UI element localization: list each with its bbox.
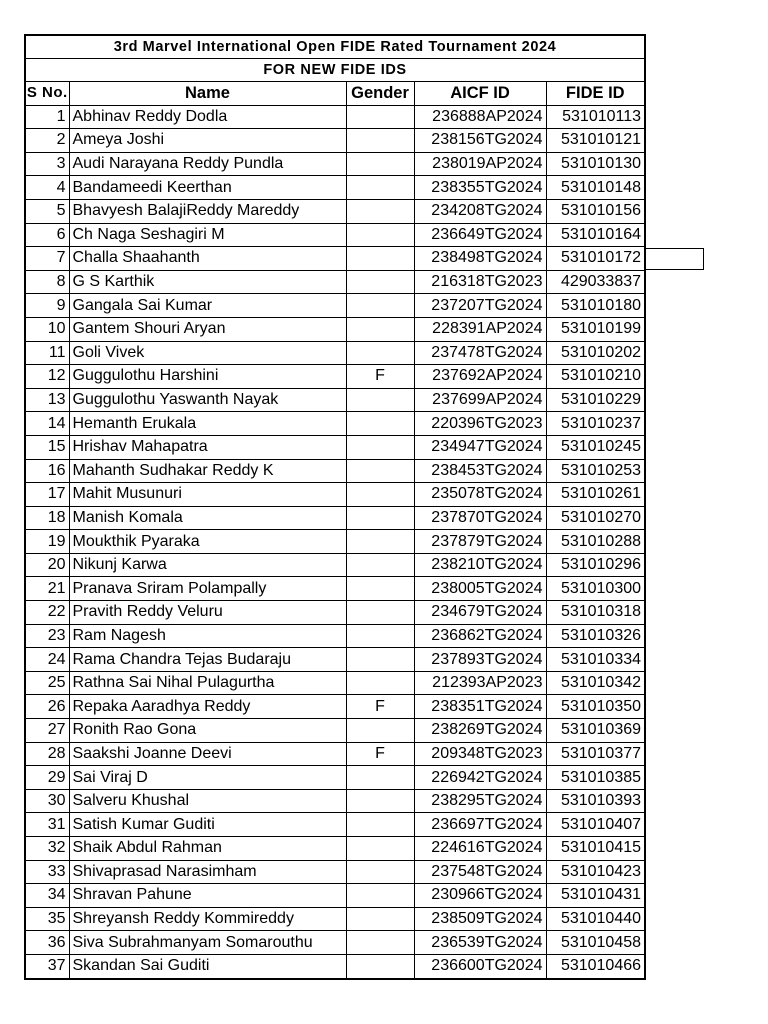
cell-sno: 8 <box>25 270 69 294</box>
cell-sno: 9 <box>25 294 69 318</box>
cell-sno: 15 <box>25 435 69 459</box>
cell-aicf-id: 237699AP2024 <box>414 388 546 412</box>
cell-fide-id: 531010199 <box>546 317 645 341</box>
cell-aicf-id: 236697TG2024 <box>414 813 546 837</box>
players-table <box>24 34 646 980</box>
cell-aicf-id: 234208TG2024 <box>414 199 546 223</box>
table-row <box>25 789 645 813</box>
cell-gender <box>346 341 414 365</box>
table-row <box>25 553 645 577</box>
cell-gender <box>346 223 414 247</box>
cell-fide-id: 429033837 <box>546 270 645 294</box>
cell-gender <box>346 766 414 790</box>
cell-fide-id: 531010300 <box>546 577 645 601</box>
cell-sno: 14 <box>25 412 69 436</box>
cell-gender <box>346 719 414 743</box>
table-row <box>25 860 645 884</box>
cell-gender <box>346 813 414 837</box>
table-row <box>25 742 645 766</box>
cell-name: Hemanth Erukala <box>69 412 346 436</box>
cell-aicf-id: 226942TG2024 <box>414 766 546 790</box>
cell-aicf-id: 236539TG2024 <box>414 931 546 955</box>
cell-sno: 34 <box>25 884 69 908</box>
cell-name: Mahanth Sudhakar Reddy K <box>69 459 346 483</box>
cell-name: Audi Narayana Reddy Pundla <box>69 152 346 176</box>
table-row <box>25 719 645 743</box>
cell-fide-id: 531010245 <box>546 435 645 459</box>
cell-fide-id: 531010423 <box>546 860 645 884</box>
table-row <box>25 954 645 978</box>
cell-aicf-id: 238355TG2024 <box>414 176 546 200</box>
cell-gender <box>346 459 414 483</box>
cell-aicf-id: 237478TG2024 <box>414 341 546 365</box>
cell-gender <box>346 247 414 271</box>
cell-fide-id: 531010466 <box>546 954 645 978</box>
cell-name: Nikunj Karwa <box>69 553 346 577</box>
cell-gender <box>346 388 414 412</box>
cell-gender <box>346 931 414 955</box>
cell-name: Salveru Khushal <box>69 789 346 813</box>
cell-aicf-id: 237870TG2024 <box>414 506 546 530</box>
cell-name: Pranava Sriram Polampally <box>69 577 346 601</box>
cell-sno: 4 <box>25 176 69 200</box>
table-row <box>25 459 645 483</box>
cell-sno: 21 <box>25 577 69 601</box>
cell-name: Pravith Reddy Veluru <box>69 601 346 625</box>
cell-name: Rama Chandra Tejas Budaraju <box>69 648 346 672</box>
table-row <box>25 695 645 719</box>
cell-aicf-id: 216318TG2023 <box>414 270 546 294</box>
cell-sno: 16 <box>25 459 69 483</box>
cell-gender <box>346 530 414 554</box>
table-row <box>25 294 645 318</box>
cell-sno: 23 <box>25 624 69 648</box>
cell-gender: F <box>346 742 414 766</box>
cell-sno: 31 <box>25 813 69 837</box>
cell-gender <box>346 553 414 577</box>
table-row <box>25 270 645 294</box>
cell-gender <box>346 648 414 672</box>
cell-gender <box>346 624 414 648</box>
cell-gender <box>346 907 414 931</box>
cell-aicf-id: 234679TG2024 <box>414 601 546 625</box>
cell-name: Challa Shaahanth <box>69 247 346 271</box>
cell-gender <box>346 412 414 436</box>
cell-aicf-id: 237207TG2024 <box>414 294 546 318</box>
cell-sno: 25 <box>25 671 69 695</box>
cell-sno: 1 <box>25 105 69 129</box>
cell-sno: 32 <box>25 837 69 861</box>
cell-gender <box>346 483 414 507</box>
table-row <box>25 648 645 672</box>
cell-name: Sai Viraj D <box>69 766 346 790</box>
cell-aicf-id: 212393AP2023 <box>414 671 546 695</box>
cell-sno: 12 <box>25 365 69 389</box>
table-row <box>25 317 645 341</box>
cell-fide-id: 531010210 <box>546 365 645 389</box>
cell-aicf-id: 236862TG2024 <box>414 624 546 648</box>
header-name: Name <box>69 82 346 106</box>
cell-gender <box>346 954 414 978</box>
table-row <box>25 766 645 790</box>
document-subtitle: FOR NEW FIDE IDS <box>25 59 645 82</box>
table-row <box>25 247 645 271</box>
cell-gender <box>346 199 414 223</box>
stray-cell-border <box>644 248 704 270</box>
table-row <box>25 223 645 247</box>
table-row <box>25 530 645 554</box>
cell-name: Shravan Pahune <box>69 884 346 908</box>
cell-fide-id: 531010148 <box>546 176 645 200</box>
cell-fide-id: 531010342 <box>546 671 645 695</box>
table-row <box>25 837 645 861</box>
cell-sno: 36 <box>25 931 69 955</box>
cell-fide-id: 531010385 <box>546 766 645 790</box>
cell-fide-id: 531010237 <box>546 412 645 436</box>
cell-aicf-id: 238210TG2024 <box>414 553 546 577</box>
table-row <box>25 884 645 908</box>
cell-gender <box>346 671 414 695</box>
cell-sno: 24 <box>25 648 69 672</box>
cell-aicf-id: 237692AP2024 <box>414 365 546 389</box>
cell-aicf-id: 236649TG2024 <box>414 223 546 247</box>
cell-gender: F <box>346 695 414 719</box>
cell-aicf-id: 238351TG2024 <box>414 695 546 719</box>
cell-fide-id: 531010369 <box>546 719 645 743</box>
cell-aicf-id: 230966TG2024 <box>414 884 546 908</box>
cell-name: Hrishav Mahapatra <box>69 435 346 459</box>
cell-fide-id: 531010164 <box>546 223 645 247</box>
cell-aicf-id: 235078TG2024 <box>414 483 546 507</box>
cell-fide-id: 531010130 <box>546 152 645 176</box>
cell-gender <box>346 860 414 884</box>
cell-name: Ronith Rao Gona <box>69 719 346 743</box>
table-row <box>25 931 645 955</box>
table-row <box>25 671 645 695</box>
cell-gender <box>346 506 414 530</box>
cell-sno: 20 <box>25 553 69 577</box>
document-title: 3rd Marvel International Open FIDE Rated Tournament 2024 <box>25 35 645 59</box>
header-row <box>25 82 645 106</box>
cell-name: Bandameedi Keerthan <box>69 176 346 200</box>
cell-name: Skandan Sai Guditi <box>69 954 346 978</box>
cell-name: Satish Kumar Guditi <box>69 813 346 837</box>
cell-fide-id: 531010156 <box>546 199 645 223</box>
cell-fide-id: 531010288 <box>546 530 645 554</box>
cell-fide-id: 531010350 <box>546 695 645 719</box>
cell-name: Ram Nagesh <box>69 624 346 648</box>
cell-sno: 11 <box>25 341 69 365</box>
table-row <box>25 435 645 459</box>
cell-aicf-id: 237879TG2024 <box>414 530 546 554</box>
cell-fide-id: 531010121 <box>546 129 645 153</box>
cell-sno: 2 <box>25 129 69 153</box>
cell-aicf-id: 220396TG2023 <box>414 412 546 436</box>
cell-gender <box>346 270 414 294</box>
cell-aicf-id: 238005TG2024 <box>414 577 546 601</box>
cell-gender <box>346 105 414 129</box>
cell-gender <box>346 129 414 153</box>
cell-aicf-id: 209348TG2023 <box>414 742 546 766</box>
table-row <box>25 388 645 412</box>
cell-fide-id: 531010440 <box>546 907 645 931</box>
cell-fide-id: 531010377 <box>546 742 645 766</box>
table-row <box>25 412 645 436</box>
cell-aicf-id: 238156TG2024 <box>414 129 546 153</box>
cell-aicf-id: 236600TG2024 <box>414 954 546 978</box>
cell-aicf-id: 234947TG2024 <box>414 435 546 459</box>
cell-sno: 22 <box>25 601 69 625</box>
cell-name: Saakshi Joanne Deevi <box>69 742 346 766</box>
cell-sno: 5 <box>25 199 69 223</box>
table-row <box>25 176 645 200</box>
cell-sno: 28 <box>25 742 69 766</box>
cell-gender <box>346 435 414 459</box>
table-row <box>25 365 645 389</box>
cell-gender <box>346 837 414 861</box>
cell-name: Bhavyesh BalajiReddy Mareddy <box>69 199 346 223</box>
header-fide-id: FIDE ID <box>546 82 645 106</box>
table-row <box>25 813 645 837</box>
cell-fide-id: 531010431 <box>546 884 645 908</box>
table-row <box>25 907 645 931</box>
cell-name: Abhinav Reddy Dodla <box>69 105 346 129</box>
cell-aicf-id: 238269TG2024 <box>414 719 546 743</box>
cell-fide-id: 531010296 <box>546 553 645 577</box>
cell-fide-id: 531010334 <box>546 648 645 672</box>
cell-fide-id: 531010180 <box>546 294 645 318</box>
cell-sno: 29 <box>25 766 69 790</box>
cell-name: Guggulothu Harshini <box>69 365 346 389</box>
cell-sno: 27 <box>25 719 69 743</box>
cell-sno: 3 <box>25 152 69 176</box>
cell-fide-id: 531010202 <box>546 341 645 365</box>
table-row <box>25 129 645 153</box>
cell-fide-id: 531010113 <box>546 105 645 129</box>
table-row <box>25 601 645 625</box>
cell-sno: 18 <box>25 506 69 530</box>
cell-gender <box>346 601 414 625</box>
table-row <box>25 483 645 507</box>
cell-sno: 30 <box>25 789 69 813</box>
cell-aicf-id: 237548TG2024 <box>414 860 546 884</box>
cell-fide-id: 531010261 <box>546 483 645 507</box>
cell-gender <box>346 317 414 341</box>
cell-aicf-id: 236888AP2024 <box>414 105 546 129</box>
cell-name: Shaik Abdul Rahman <box>69 837 346 861</box>
cell-fide-id: 531010172 <box>546 247 645 271</box>
cell-aicf-id: 238509TG2024 <box>414 907 546 931</box>
cell-fide-id: 531010253 <box>546 459 645 483</box>
cell-name: Goli Vivek <box>69 341 346 365</box>
cell-name: Guggulothu Yaswanth Nayak <box>69 388 346 412</box>
cell-name: G S Karthik <box>69 270 346 294</box>
cell-sno: 26 <box>25 695 69 719</box>
cell-name: Shivaprasad Narasimham <box>69 860 346 884</box>
cell-gender <box>346 152 414 176</box>
cell-sno: 17 <box>25 483 69 507</box>
cell-sno: 6 <box>25 223 69 247</box>
cell-sno: 35 <box>25 907 69 931</box>
header-aicf-id: AICF ID <box>414 82 546 106</box>
cell-aicf-id: 238453TG2024 <box>414 459 546 483</box>
cell-name: Repaka Aaradhya Reddy <box>69 695 346 719</box>
table-row <box>25 152 645 176</box>
table-row <box>25 577 645 601</box>
cell-fide-id: 531010270 <box>546 506 645 530</box>
cell-name: Gangala Sai Kumar <box>69 294 346 318</box>
cell-gender <box>346 176 414 200</box>
cell-sno: 33 <box>25 860 69 884</box>
cell-sno: 13 <box>25 388 69 412</box>
cell-sno: 10 <box>25 317 69 341</box>
cell-gender <box>346 577 414 601</box>
table-row <box>25 506 645 530</box>
header-sno: S No. <box>25 82 69 106</box>
cell-fide-id: 531010407 <box>546 813 645 837</box>
cell-name: Ch Naga Seshagiri M <box>69 223 346 247</box>
cell-name: Mahit Musunuri <box>69 483 346 507</box>
cell-aicf-id: 238019AP2024 <box>414 152 546 176</box>
cell-name: Gantem Shouri Aryan <box>69 317 346 341</box>
cell-name: Shreyansh Reddy Kommireddy <box>69 907 346 931</box>
cell-gender <box>346 294 414 318</box>
cell-fide-id: 531010326 <box>546 624 645 648</box>
cell-gender: F <box>346 365 414 389</box>
cell-sno: 37 <box>25 954 69 978</box>
header-gender: Gender <box>346 82 414 106</box>
table-row <box>25 341 645 365</box>
table-row <box>25 199 645 223</box>
cell-aicf-id: 238498TG2024 <box>414 247 546 271</box>
cell-name: Siva Subrahmanyam Somarouthu <box>69 931 346 955</box>
cell-name: Ameya Joshi <box>69 129 346 153</box>
cell-aicf-id: 238295TG2024 <box>414 789 546 813</box>
cell-gender <box>346 884 414 908</box>
cell-fide-id: 531010229 <box>546 388 645 412</box>
cell-aicf-id: 224616TG2024 <box>414 837 546 861</box>
cell-sno: 7 <box>25 247 69 271</box>
cell-aicf-id: 228391AP2024 <box>414 317 546 341</box>
cell-name: Moukthik Pyaraka <box>69 530 346 554</box>
cell-fide-id: 531010393 <box>546 789 645 813</box>
cell-name: Manish Komala <box>69 506 346 530</box>
cell-fide-id: 531010458 <box>546 931 645 955</box>
cell-fide-id: 531010415 <box>546 837 645 861</box>
table-row <box>25 105 645 129</box>
cell-name: Rathna Sai Nihal Pulagurtha <box>69 671 346 695</box>
cell-fide-id: 531010318 <box>546 601 645 625</box>
cell-aicf-id: 237893TG2024 <box>414 648 546 672</box>
cell-sno: 19 <box>25 530 69 554</box>
cell-gender <box>346 789 414 813</box>
table-row <box>25 624 645 648</box>
